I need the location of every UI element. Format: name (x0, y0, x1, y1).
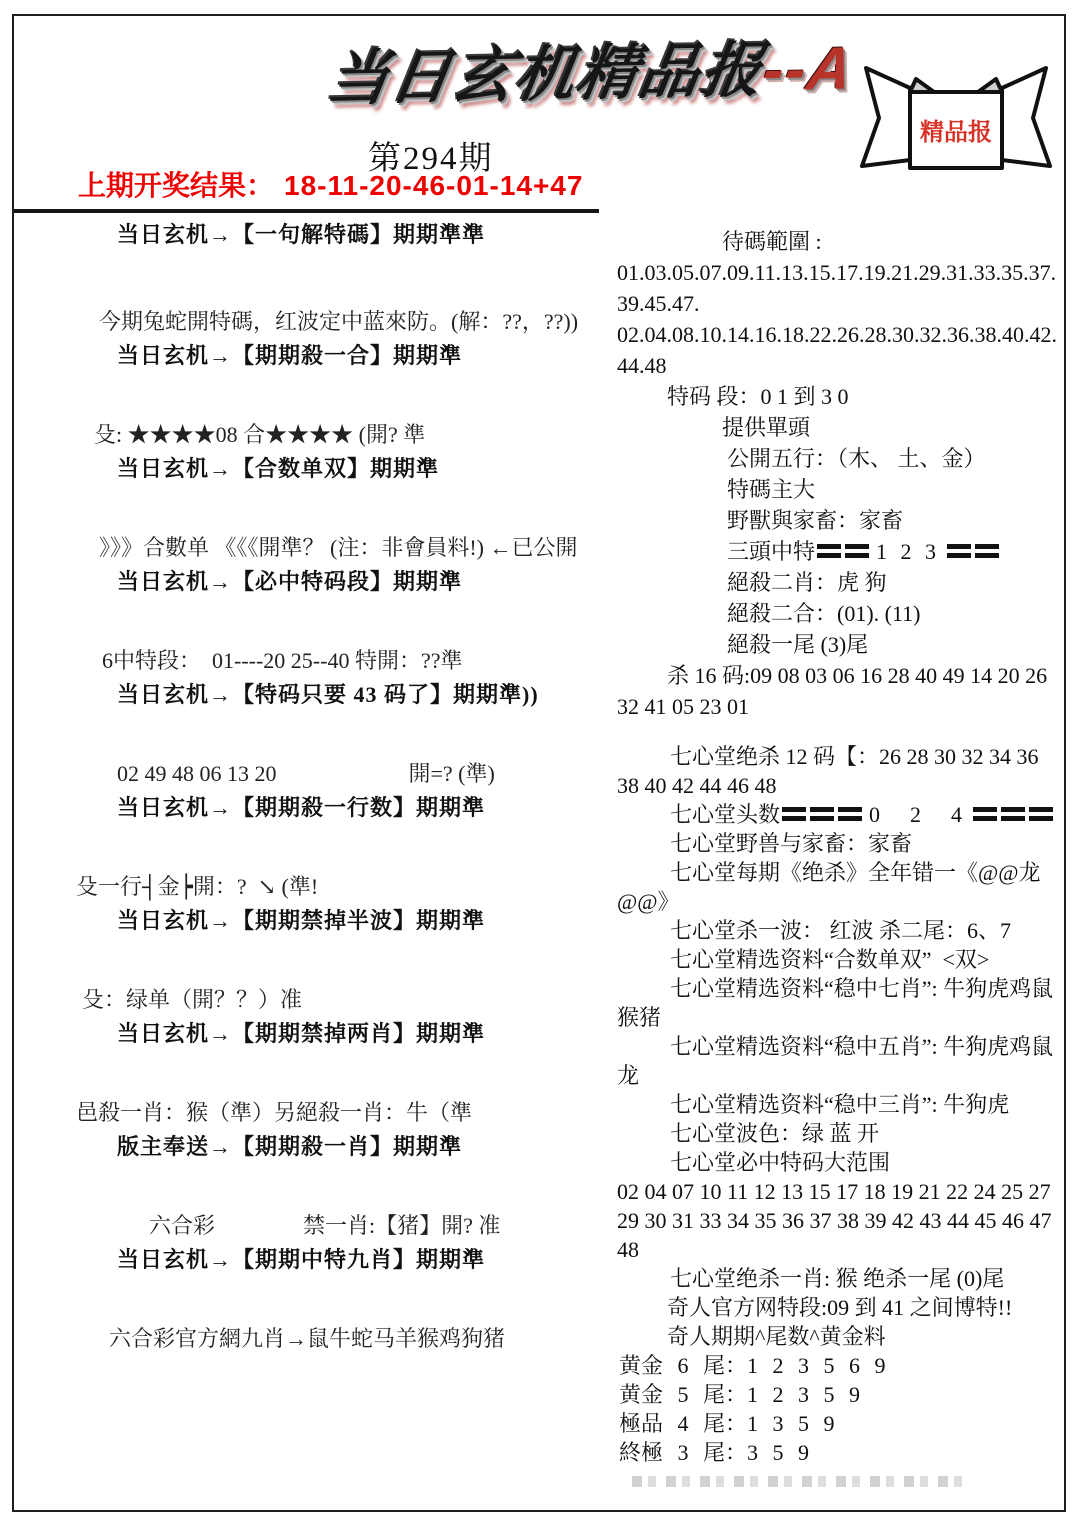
info-line-even-numbers: 02.04.08.10.14.16.18.22.26.28.30.32.36.38.40.42.44.48 (617, 322, 1057, 378)
info-line: 絕殺一尾 (3)尾 (727, 632, 869, 657)
right-column (617, 226, 1064, 1487)
ribbon-fold-right (978, 79, 1002, 92)
tip-section (14, 305, 606, 373)
info-line-kill12: 七心堂绝杀 12 码【：26 28 30 32 34 36 38 40 42 44 46 48 (617, 744, 1045, 798)
double-bar-icon (973, 807, 997, 821)
tip-main-line: 当日玄机→【期期中特九肖】期期準 (117, 1247, 486, 1272)
tip-main-line: 当日玄机→【期期禁掉两肖】期期準 (117, 1021, 486, 1046)
double-bar-icon (782, 807, 806, 821)
info-line: 野獸與家畜：家畜 (727, 508, 904, 533)
info-line-big-range-numbers: 02 04 07 10 11 12 13 15 17 18 19 21 22 24 25 27 29 30 31 33 34 35 36 37 38 39 42 43 44 45 46 47 48 (617, 1179, 1057, 1262)
double-bar-icon (1001, 807, 1025, 821)
tip-hint-line: 邑殺一肖：猴（準）另絕殺一肖：牛（準 (76, 1100, 473, 1125)
ribbon-right-wing (1002, 68, 1050, 166)
tip-section (14, 983, 606, 1051)
info-line: 七心堂精选资料“合数单双” <双> (670, 947, 990, 972)
tip-section (14, 531, 606, 599)
tip-section (14, 218, 606, 252)
tip-hint-line: 六合彩 禁一肖:【猪】開? 准 (149, 1213, 501, 1238)
tip-main-line: 当日玄机→【合数单双】期期準 (117, 456, 440, 481)
last-draw-numbers: 18-11-20-46-01-14+47 (284, 170, 584, 201)
tip-section (14, 1322, 606, 1356)
tip-main-line: 当日玄机→【一句解特碼】期期準準 (117, 222, 486, 247)
info-line: 七心堂精选资料“稳中七肖”: 牛狗虎鸡鼠猴猪 (617, 976, 1054, 1030)
info-line-kill16: 杀 16 码:09 08 03 06 16 28 40 49 14 20 26 32 41 05 23 01 (617, 663, 1053, 719)
double-bar-icon (817, 544, 841, 558)
santou-line (617, 536, 1064, 567)
double-bar-icon (975, 544, 999, 558)
tip-hint-line: 殳一行┤金┝開：? ↘ (準! (76, 874, 319, 899)
left-column (14, 218, 606, 1401)
tip-section (14, 644, 606, 712)
tip-hint-line: 殳: ★★★★08 合★★★★ (開? 準 (94, 422, 426, 447)
right-upper-block (617, 226, 1064, 722)
info-line: 奇人官方网特段:09 到 41 之间博特!! (667, 1295, 1013, 1320)
info-line: 七心堂杀一波： 红波 杀二尾：6、7 (670, 918, 1012, 943)
tip-main-line: 版主奉送→【期期殺一肖】期期準 (117, 1134, 463, 1159)
ribbon-logo (858, 62, 1054, 205)
tip-main-line: 当日玄机→【期期殺一合】期期準 (117, 343, 463, 368)
double-bar-icon (845, 544, 869, 558)
double-bar-icon (947, 544, 971, 558)
tip-main-line: 当日玄机→【必中特码段】期期準 (117, 569, 463, 594)
tip-main-line: 当日玄机→【特码只要 43 码了】期期準)) (117, 682, 539, 707)
issue-number: 第294期 (368, 141, 494, 177)
tip-main-line: 当日玄机→【期期殺一行数】期期準 (117, 795, 486, 820)
info-line: 絕殺二肖：虎 狗 (727, 570, 887, 595)
tip-hint-line: 02 49 48 06 13 20 開=? (準) (117, 761, 495, 786)
info-line: 七心堂精选资料“稳中五肖”: 牛狗虎鸡鼠龙 (617, 1034, 1054, 1088)
info-line: 七心堂波色：绿 蓝 开 (670, 1121, 880, 1146)
toushu-numbers: 0 2 4 (869, 802, 967, 827)
info-line: 絕殺二合：(01). (11) (727, 601, 921, 626)
golden-tail-line: 極品 4 尾：1 3 5 9 (619, 1411, 835, 1436)
ribbon-logo-text: 精品报 (920, 119, 992, 146)
tip-hint-line: 今期兔蛇開特碼，红波定中蓝來防。(解：??，??)) (99, 309, 579, 334)
tip-hint-line: 6中特段： 01----20 25--40 特開：??準 (102, 648, 463, 673)
info-line: 特码 段：0 1 到 3 0 (667, 384, 849, 409)
right-lower-block (617, 742, 1064, 1487)
ribbon-fold-left (910, 79, 934, 92)
last-draw-result (78, 164, 583, 204)
masthead-title-main: 当日玄机精品报 (323, 36, 770, 113)
ribbon-left-wing (862, 68, 910, 166)
info-line: 七心堂绝杀一肖: 猴 绝杀一尾 (0)尾 (670, 1266, 1005, 1291)
tip-section (14, 1209, 606, 1277)
golden-tail-line: 終極 3 尾：3 5 9 (619, 1440, 810, 1465)
info-line: 待碼範圍 : (722, 229, 822, 254)
info-line: 七心堂每期《绝杀》全年错一《@@龙@@》 (617, 860, 1041, 914)
double-bar-icon (1029, 807, 1053, 821)
toushu-prefix: 七心堂头数 (670, 802, 781, 827)
header-divider (14, 209, 599, 213)
tip-hint-line: 》》》合數单 《《《開準？ (注：非會員料!) ←已公開 (99, 535, 578, 560)
faded-illegible-line (632, 1476, 972, 1487)
tip-section (14, 418, 606, 486)
info-line: 七心堂必中特码大范围 (670, 1150, 891, 1175)
tip-section (14, 757, 606, 825)
info-line: 提供單頭 (722, 415, 811, 440)
masthead-title (322, 21, 860, 118)
tip-main-line: 当日玄机→【期期禁掉半波】期期準 (117, 908, 486, 933)
toushu-line (617, 800, 1064, 829)
info-line-odd-numbers: 01.03.05.07.09.11.13.15.17.19.21.29.31.33.35.37.39.45.47. (617, 260, 1057, 316)
santou-numbers: 1 2 3 (876, 539, 941, 564)
tip-section (14, 1096, 606, 1164)
tip-hint-line: 六合彩官方網九肖→鼠牛蛇马羊猴鸡狗猪 (109, 1326, 506, 1351)
double-bar-icon (838, 807, 862, 821)
double-bar-icon (810, 807, 834, 821)
santou-prefix: 三頭中特 (727, 539, 816, 564)
info-line: 公開五行：（木、 土、金） (727, 446, 986, 471)
tip-hint-line: 殳：绿单（開？？）准 (82, 987, 303, 1012)
info-line: 七心堂精选资料“稳中三肖”: 牛狗虎 (670, 1092, 1010, 1117)
tip-section (14, 870, 606, 938)
info-line: 特碼主大 (727, 477, 816, 502)
info-line: 奇人期期^尾数^黄金料 (667, 1324, 886, 1349)
info-line: 七心堂野兽与家畜：家畜 (670, 831, 913, 856)
golden-tail-line: 黄金 6 尾：1 2 3 5 6 9 (619, 1353, 886, 1378)
last-draw-label: 上期开奖结果： (78, 170, 275, 201)
masthead-title-suffix: --A (758, 34, 859, 104)
golden-tail-line: 黄金 5 尾：1 2 3 5 9 (619, 1382, 861, 1407)
